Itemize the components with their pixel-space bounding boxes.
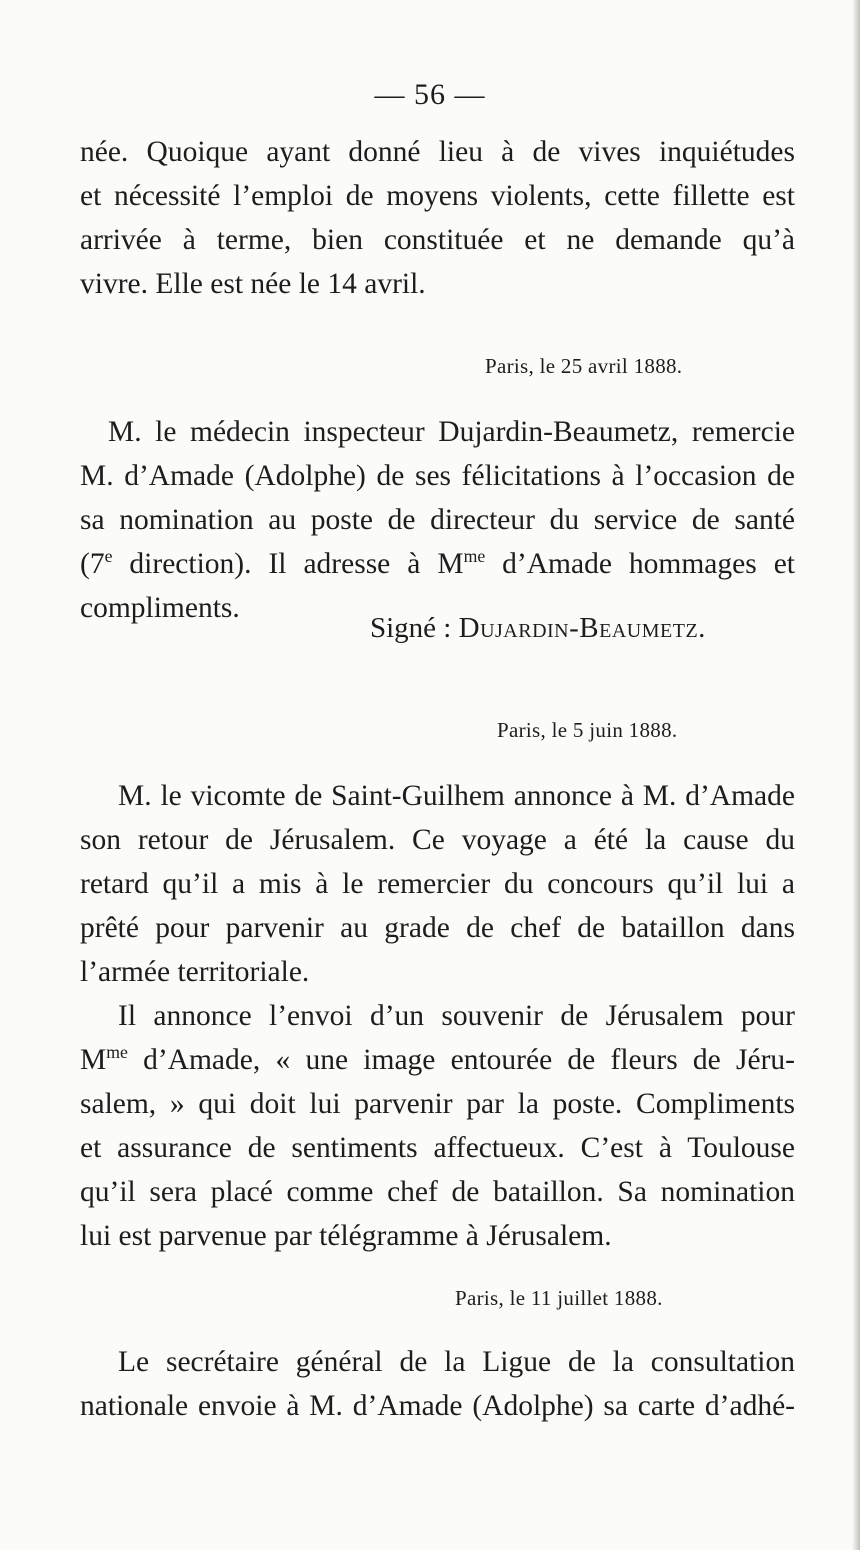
text-line: prêté pour parvenir au grade de chef de bataillon dans bbox=[80, 912, 795, 944]
text-line: vivre. Elle est née le 14 avril. bbox=[80, 268, 426, 300]
page-number: — 56 — bbox=[374, 78, 486, 111]
text-line: arrivée à terme, bien constituée et ne demande qu’à bbox=[80, 224, 795, 256]
text-line: M. d’Amade (Adolphe) de ses félicitations à l’occasion de bbox=[80, 460, 795, 492]
signature-line: Signé : Dujardin-Beaumetz. bbox=[370, 612, 706, 644]
text-line: qu’il sera placé comme chef de bataillon. Sa nomination bbox=[80, 1176, 795, 1208]
text-line: M. le vicomte de Saint-Guilhem annonce à M. d’Amade bbox=[118, 780, 795, 812]
text-line: nationale envoie à M. d’Amade (Adolphe) sa carte d’adhé- bbox=[80, 1390, 795, 1422]
dateline: Paris, le 5 juin 1888. bbox=[497, 718, 678, 742]
text-line: salem, » qui doit lui parvenir par la poste. Compliments bbox=[80, 1088, 795, 1120]
text-line: née. Quoique ayant donné lieu à de vives inquiétudes bbox=[80, 136, 795, 168]
text-line: retard qu’il a mis à le remercier du concours qu’il lui a bbox=[80, 868, 795, 900]
text-line: l’armée territoriale. bbox=[80, 956, 310, 988]
text-line: sa nomination au poste de directeur du service de santé bbox=[80, 504, 795, 536]
text-line: (7e direction). Il adresse à $M^{me}$ d’Amade hommages et bbox=[80, 546, 795, 580]
dateline: Paris, le 25 avril 1888. bbox=[485, 354, 683, 378]
dateline: Paris, le 11 juillet 1888. bbox=[455, 1286, 663, 1310]
text-line: lui est parvenue par télégramme à Jérusalem. bbox=[80, 1220, 612, 1252]
signatory-name: Dujardin-Beaumetz. bbox=[458, 612, 706, 644]
text-line: $M^{me}$ d’Amade, « une image entourée de fleurs de Jéru- bbox=[80, 1042, 795, 1076]
text-line: son retour de Jérusalem. Ce voyage a été la cause du bbox=[80, 824, 795, 856]
text-line: et assurance de sentiments affectueux. C’est à Toulouse bbox=[80, 1132, 795, 1164]
text-line: et nécessité l’emploi de moyens violents, cette fillette est bbox=[80, 180, 795, 212]
text-line: Il annonce l’envoi d’un souvenir de Jérusalem pour bbox=[118, 1000, 795, 1032]
text-line: Le secrétaire général de la Ligue de la consultation bbox=[118, 1346, 795, 1378]
text-line: M. le médecin inspecteur Dujardin-Beaumetz, remercie bbox=[108, 416, 795, 448]
text-line: compliments. bbox=[80, 592, 240, 624]
page-edge-shadow bbox=[852, 0, 860, 1550]
